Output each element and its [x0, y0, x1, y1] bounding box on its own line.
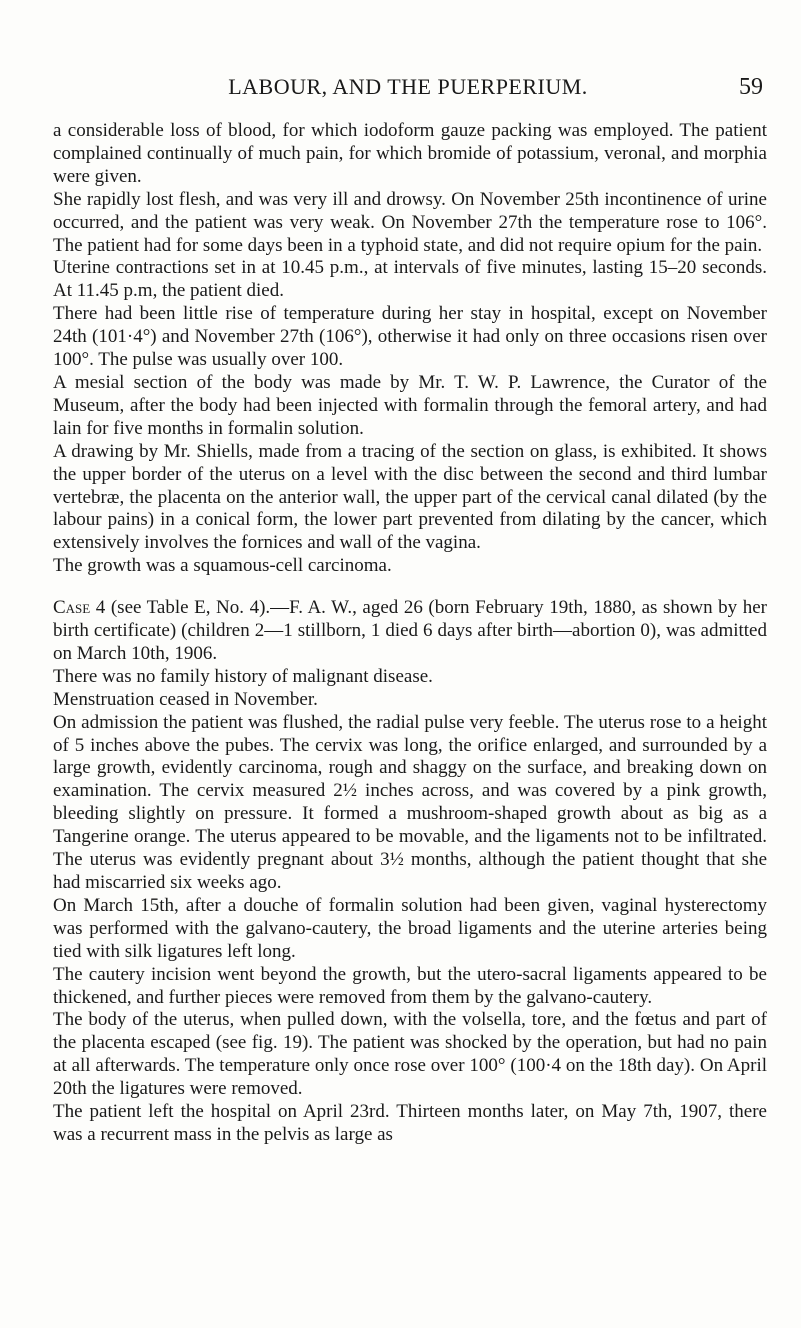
case-4-intro: [53, 597, 767, 666]
paragraph: The body of the uterus, when pulled down, with the volsella, tore, and the fœtus and part of the placenta escaped (see fig. 19). The patient was shocked by the operation, but had no pain at all afterwards. The temperature only once rose over 100° (100·4 on the 18th day). On April 20th the ligatures were removed.: [53, 1009, 767, 1100]
case-label: Case 4: [53, 597, 106, 619]
paragraph: a considerable loss of blood, for which iodoform gauze packing was employed. The patient complained continually of much pain, for which bromide of potassium, veronal, and morphia were given.: [53, 120, 767, 187]
running-head: LABOUR, AND THE PUERPERIUM.: [228, 74, 588, 99]
paragraph: There was no family history of malignant disease.: [53, 665, 433, 687]
paragraph: The cautery incision went beyond the growth, but the utero-sacral ligaments appeared to be thickened, and further pieces were removed from them by the galvano-cautery.: [53, 963, 767, 1008]
paragraph: On admission the patient was flushed, the radial pulse very feeble. The uterus rose to a height of 5 inches above the pubes. The cervix was long, the orifice enlarged, and surrounded by a large growth, evidently carcinoma, rough and shaggy on the surface, and breaking down on examination. The cervix measured 2½ inches across, and was covered by a pink growth, bleeding slightly on pressure. It formed a mushroom-shaped growth about as big as a Tangerine orange. The uterus appeared to be movable, and the ligaments not to be infiltrated. The uterus was evidently pregnant about 3½ months, although the patient thought that she had miscarried six weeks ago.: [53, 711, 767, 893]
paragraph: Menstruation ceased in November.: [53, 688, 318, 710]
page-number: 59: [739, 74, 763, 100]
page-header: [53, 74, 763, 104]
paragraph: On March 15th, after a douche of formalin solution had been given, vaginal hysterectomy was performed with the galvano-cautery, the broad ligaments and the uterine arteries being tied with silk ligatures left long.: [53, 894, 767, 962]
paragraph: The growth was a squamous-cell carcinoma.: [53, 555, 392, 577]
body-text: [53, 120, 767, 1147]
paragraph: Uterine contractions set in at 10.45 p.m., at intervals of five minutes, lasting 15–20 seconds. At 11.45 p.m, the patient died.: [53, 257, 767, 302]
paragraph: A mesial section of the body was made by Mr. T. W. P. Lawrence, the Curator of the Museum, after the body had been injected with formalin through the femoral artery, and had lain for five months in formalin solution.: [53, 371, 767, 439]
paragraph: She rapidly lost flesh, and was very ill and drowsy. On November 25th incontinence of urine occurred, and the patient was very weak. On November 27th the temperature rose to 106°. The patient had for some days been in a typhoid state, and did not require opium for the pain.: [53, 188, 767, 256]
case-intro-text: (see Table E, No. 4).—F. A. W., aged 26 (born February 19th, 1880, as shown by her birth certificate) (children 2—1 stillborn, 1 died 6 days after birth—abortion 0), was admitted on March 10th, 1906.: [53, 597, 767, 664]
paragraph: A drawing by Mr. Shiells, made from a tracing of the section on glass, is exhibited. It shows the upper border of the uterus on a level with the disc between the second and third lumbar vertebræ, the placenta on the anterior wall, the upper part of the cervical canal dilated (by the labour pains) in a conical form, the lower part prevented from dilating by the cancer, which extensively involves the fornices and wall of the vagina.: [53, 440, 767, 554]
paragraph: There had been little rise of temperature during her stay in hospital, except on November 24th (101·4°) and November 27th (106°), otherwise it had only on three occasions risen over 100°. The pulse was usually over 100.: [53, 303, 767, 371]
paragraph: The patient left the hospital on April 23rd. Thirteen months later, on May 7th, 1907, there was a recurrent mass in the pelvis as large as: [53, 1101, 767, 1145]
